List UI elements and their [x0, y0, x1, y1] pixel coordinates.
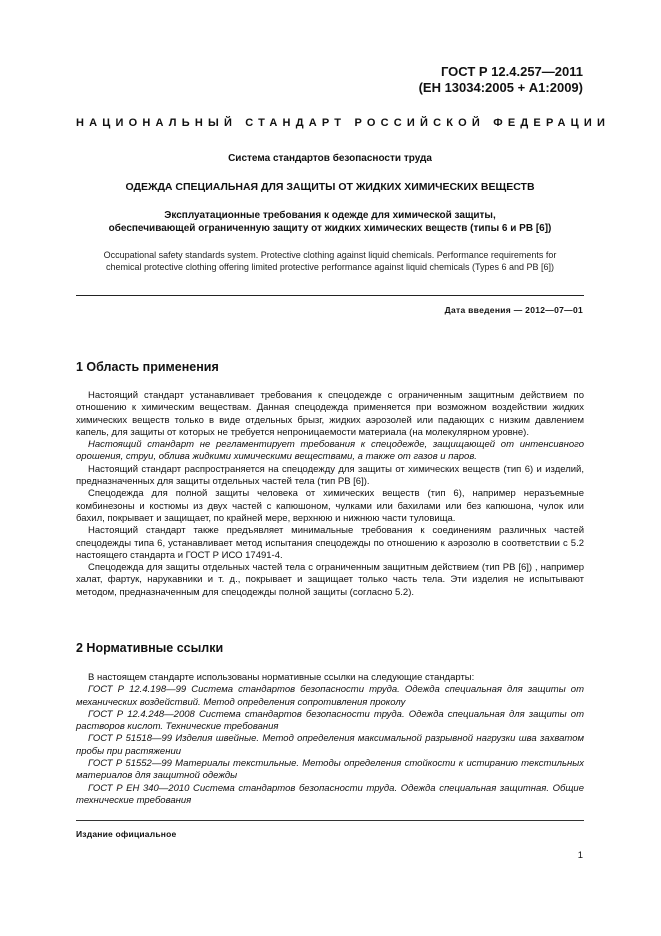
- subtitle: [60, 209, 600, 235]
- english-title-line-1: Occupational safety standards system. Protective clothing against liquid chemicals. Performance requirements for: [103, 250, 557, 260]
- page-number: 1: [577, 850, 583, 861]
- section-2-heading: 2 Нормативные ссылки: [76, 641, 224, 655]
- footer-divider: [76, 820, 584, 821]
- section-1-paragraph-3: Настоящий стандарт распространяется на спецодежду для защиты от химических веществ (тип 6) и изделий, предназначенных для защиты отдельных частей тела (тип PB [6]).: [76, 463, 584, 488]
- section-1-paragraph-4: Спецодежда для полной защиты человека от химических веществ (тип 6), например неразъемные комбинезоны и костюмы из двух частей с капюшоном, чулками или бахилами или без капюшона, чулок или бахил, покрывает и защищает, по крайней мере, верхнюю и нижнюю части туловища.: [76, 488, 584, 524]
- standard-number: ГОСТ Р 12.4.257—2011: [440, 64, 583, 79]
- reference-item: ГОСТ Р 12.4.248—2008 Система стандартов безопасности труда. Одежда специальная для защиты от растворов кислот. Технические требования: [76, 708, 584, 733]
- section-2-intro: В настоящем стандарте использованы нормативные ссылки на следующие стандарты:: [88, 672, 475, 683]
- series-title: Система стандартов безопасности труда: [228, 153, 432, 164]
- main-title: ОДЕЖДА СПЕЦИАЛЬНАЯ ДЛЯ ЗАЩИТЫ ОТ ЖИДКИХ ХИМИЧЕСКИХ ВЕЩЕСТВ: [125, 181, 535, 193]
- official-edition-label: Издание официальное: [76, 829, 177, 839]
- subtitle-line-2: обеспечивающей ограниченную защиту от жидких химических веществ (типы 6 и PB [6]): [108, 223, 552, 234]
- section-1-paragraph-6: Спецодежда для защиты отдельных частей тела с ограниченным защитным действием (тип PB [6]) , например халат, фартук, нарукавники и т. д., покрывает и защищает только часть тела. Эти изделия не испытывают методом, предназначенным для спецодежды полной защиты (согласно 5.2).: [76, 562, 584, 598]
- introduction-date: Дата введения — 2012—07—01: [444, 305, 583, 315]
- section-1-paragraph-2: Настоящий стандарт не регламентирует требования к спецодежде, защищающей от интенсивного орошения, струи, облива жидкими химическими веществами, а также от газов и паров.: [76, 439, 584, 463]
- national-standard-line: НАЦИОНАЛЬНЫЙ СТАНДАРТ РОССИЙСКОЙ ФЕДЕРАЦИИ: [76, 117, 611, 129]
- reference-item: ГОСТ Р 51518—99 Изделия швейные. Метод определения максимальной разрывной нагрузки шва захватом пробы при растяжении: [76, 733, 584, 757]
- section-2-body: [76, 672, 584, 807]
- reference-item: ГОСТ Р ЕН 340—2010 Система стандартов безопасности труда. Одежда специальная защитная. Общие технические требования: [76, 782, 584, 806]
- reference-item: ГОСТ Р 12.4.198—99 Система стандартов безопасности труда. Одежда специальная для защиты от механических воздействий. Метод определения сопротивления проколу: [76, 684, 584, 708]
- subtitle-line-1: Эксплуатационные требования к одежде для химической защиты,: [164, 210, 496, 221]
- title-divider: [76, 295, 584, 296]
- standard-equivalent: (ЕН 13034:2005 + А1:2009): [418, 80, 583, 95]
- english-title: [60, 249, 600, 273]
- section-1-heading: 1 Область применения: [76, 360, 219, 374]
- reference-item: ГОСТ Р 51552—99 Материалы текстильные. Методы определения стойкости к истиранию текстильных материалов для защитной одежды: [76, 758, 584, 782]
- standard-identifier: [419, 64, 583, 96]
- english-title-line-2: chemical protective clothing offering limited protective performance against liquid chemicals (Types 6 and PB [6]): [105, 262, 555, 272]
- section-1-paragraph-1: Настоящий стандарт устанавливает требования к спецодежде с ограниченным защитным действием по отношению к химическим веществам. Данная спецодежда применяется при возможном воздействии жидких химических веществ только в виде отдельных брызг, жидких аэрозолей или падающих с низким давлением капель, для защиты от которых не требуется непроницаемости материала (на молекулярном уровне).: [76, 390, 584, 438]
- section-1-body: [76, 390, 584, 599]
- section-1-paragraph-5: Настоящий стандарт также предъявляет минимальные требования к соединениям различных частей спецодежды типа 6, устанавливает метод испытания спецодежды по отношению к аэрозолю в соответствии с 5.2 настоящего стандарта и ГОСТ Р ИСО 17491-4.: [76, 525, 584, 561]
